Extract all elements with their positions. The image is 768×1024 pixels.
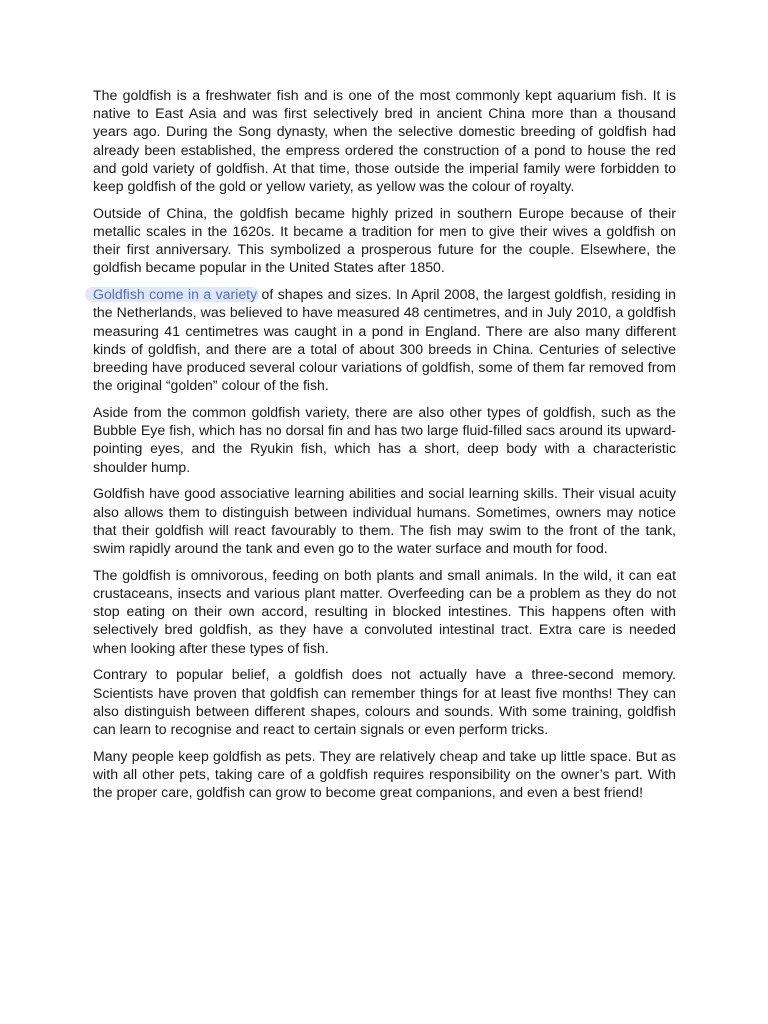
paragraph-varieties <box>93 285 676 394</box>
paragraph-learning: Goldfish have good associative learning abilities and social learning skills. Their visual acuity also allows them to distinguish between individual humans. Sometimes, owners may notice that their goldfish will react favourably to them. The fish may swim to the front of the tank, swim rapidly around the tank and even go to the water surface and mouth for food. <box>93 485 676 557</box>
paragraph-history: The goldfish is a freshwater fish and is one of the most commonly kept aquarium fish. It is native to East Asia and was first selectively bred in ancient China more than a thousand years ago. During the Song dynasty, when the selective domestic breeding of goldfish had already been established, the empress ordered the construction of a pond to house the red and gold variety of goldfish. At that time, those outside the imperial family were forbidden to keep goldfish of the gold or yellow variety, as yellow was the colour of royalty. <box>93 87 676 195</box>
paragraph-pets: Many people keep goldfish as pets. They are relatively cheap and take up little space. But as with all other pets, taking care of a goldfish requires responsibility on the owner’s part. With the proper care, goldfish can grow to become great companions, and even a best friend! <box>93 747 676 801</box>
document-body <box>93 86 676 810</box>
paragraph-types: Aside from the common goldfish variety, there are also other types of goldfish, such as the Bubble Eye fish, which has no dorsal fin and has two large fluid-filled sacs around its upward-pointing eyes, and the Ryukin fish, which has a short, deep body with a characteristic shoulder hump. <box>93 404 676 475</box>
paragraph-diet: The goldfish is omnivorous, feeding on both plants and small animals. In the wild, it can eat crustaceans, insects and various plant matter. Overfeeding can be a problem as they do not stop eating on their own accord, resulting in blocked intestines. This happens often with selectively bred goldfish, as they have a convoluted intestinal tract. Extra care is needed when looking after these types of fish. <box>93 566 676 656</box>
paragraph-varieties-text: of shapes and sizes. In April 2008, the largest goldfish, residing in the Netherlands, was believed to have measured 48 centimetres, and in July 2010, a goldfish measuring 41 centimetres was caught in a pond in England. There are also many different kinds of goldfish, and there are a total of about 300 breeds in China. Centuries of selective breeding have produced several colour variations of goldfish, some of them far removed from the original “golden” colour of the fish. <box>93 286 676 394</box>
paragraph-memory: Contrary to popular belief, a goldfish does not actually have a three-second memory. Scientists have proven that goldfish can remember things for at least five months! They can also distinguish between different shapes, colours and sounds. With some training, goldfish can learn to recognise and react to certain signals or even perform tricks. <box>93 666 676 738</box>
highlighted-text-selection[interactable]: Goldfish come in a variety <box>93 286 258 303</box>
paragraph-europe: Outside of China, the goldfish became highly prized in southern Europe because of their metallic scales in the 1620s. It became a tradition for men to give their wives a goldfish on their first anniversary. This symbolized a prosperous future for the couple. Elsewhere, the goldfish became popular in the United States after 1850. <box>93 204 676 276</box>
